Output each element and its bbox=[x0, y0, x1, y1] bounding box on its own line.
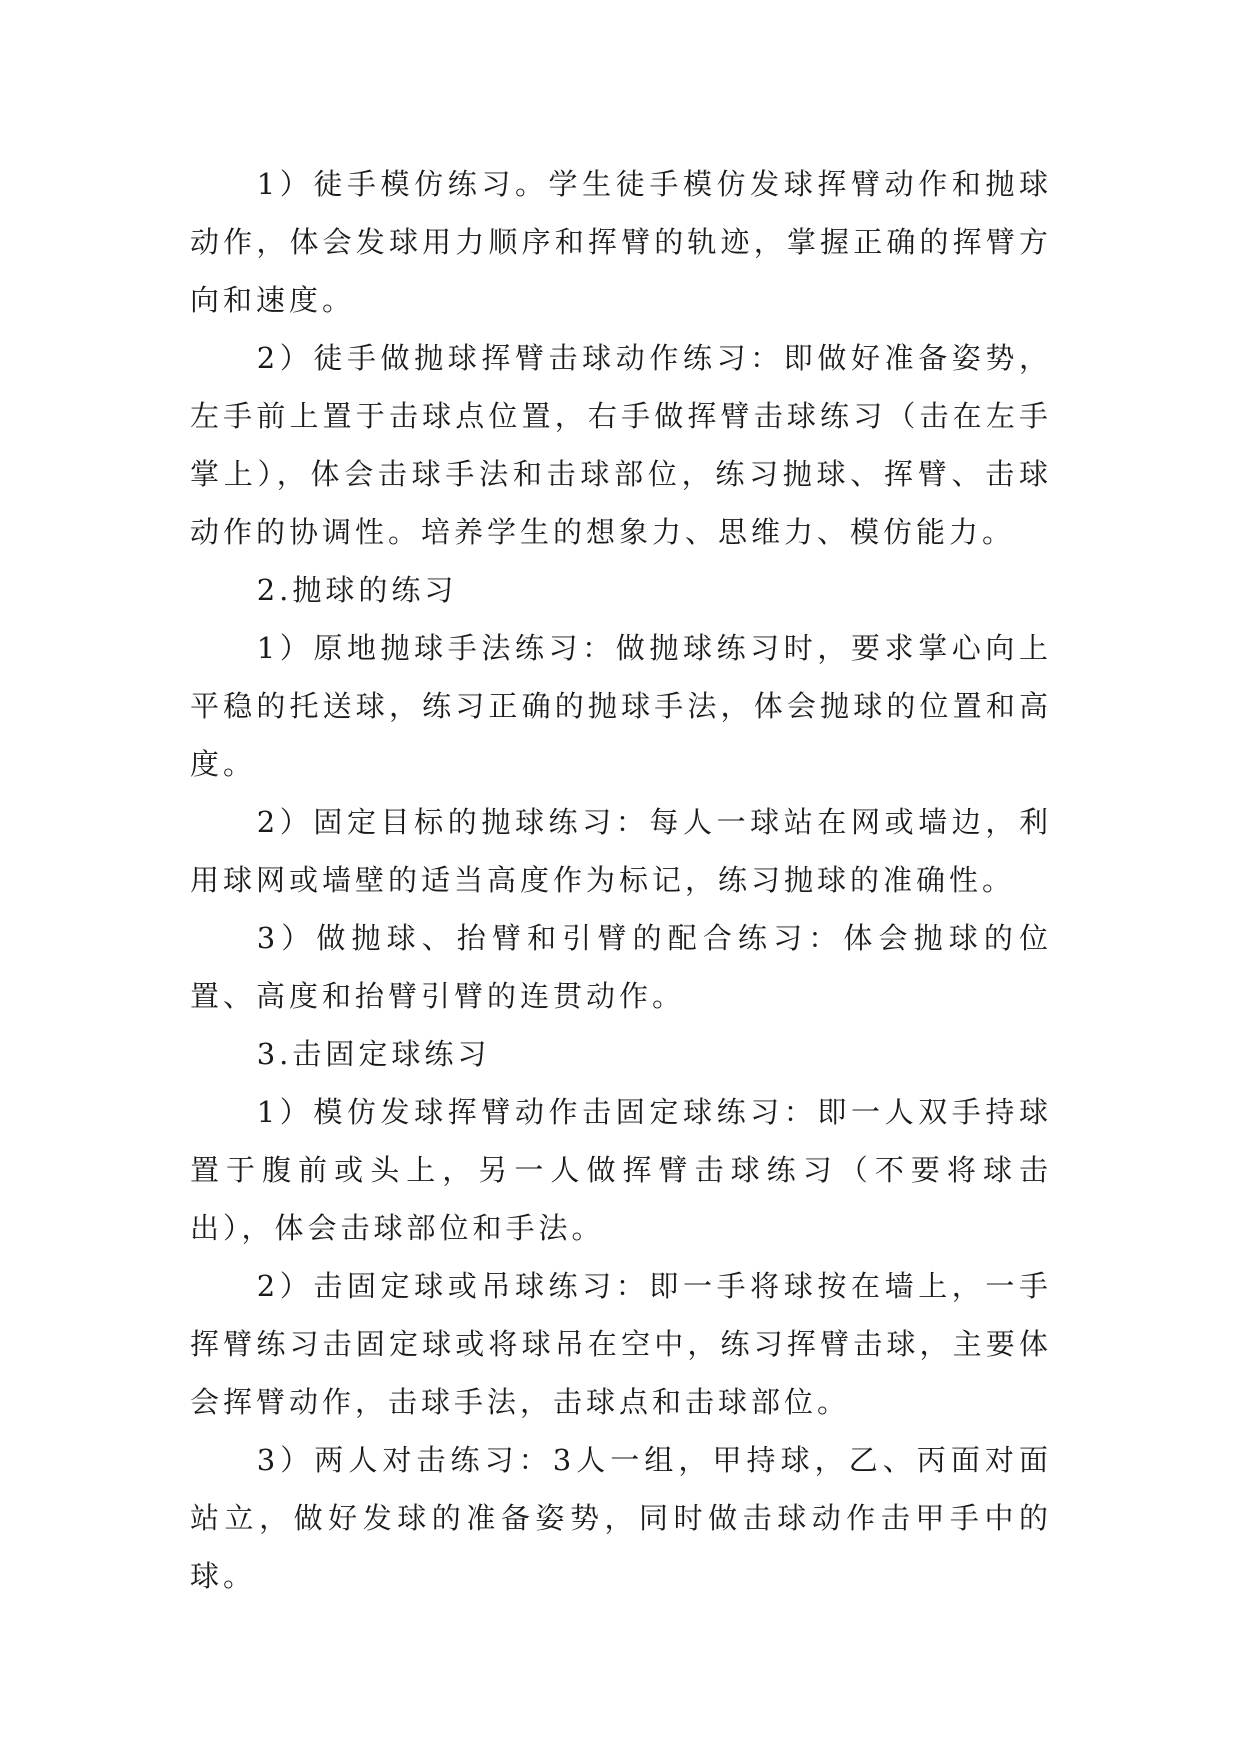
paragraph-2-2-fixed-target-toss: 2）固定目标的抛球练习：每人一球站在网或墙边，利用球网或墙壁的适当高度作为标记，练习抛球的准确性。 bbox=[190, 805, 1052, 897]
paragraph-3-2-fixed-or-hanging-ball: 2）击固定球或吊球练习：即一手将球按在墙上，一手挥臂练习击固定球或将球吊在空中，练习挥臂击球，主要体会挥臂动作，击球手法，击球点和击球部位。 bbox=[190, 1269, 1052, 1419]
paragraph-1-2-freehand-toss-swing: 2）徒手做抛球挥臂击球动作练习：即做好准备姿势，左手前上置于击球点位置，右手做挥臂击球练习（击在左手掌上），体会击球手法和击球部位，练习抛球、挥臂、击球动作的协调性。培养学生的想象力、思维力、模仿能力。 bbox=[190, 341, 1052, 549]
section-heading-2-toss-practice: 2.抛球的练习 bbox=[256, 573, 458, 607]
paragraph-1-1-freehand-imitation: 1）徒手模仿练习。学生徒手模仿发球挥臂动作和抛球动作，体会发球用力顺序和挥臂的轨迹，掌握正确的挥臂方向和速度。 bbox=[190, 167, 1052, 317]
paragraph-3-3-pair-hitting: 3）两人对击练习：3人一组，甲持球，乙、丙面对面站立，做好发球的准备姿势，同时做击球动作击甲手中的球。 bbox=[190, 1443, 1052, 1593]
paragraph-2-1-stationary-toss: 1）原地抛球手法练习：做抛球练习时，要求掌心向上平稳的托送球，练习正确的抛球手法，体会抛球的位置和高度。 bbox=[190, 631, 1052, 781]
document-body bbox=[190, 155, 1052, 1605]
section-heading-3-fixed-ball: 3.击固定球练习 bbox=[256, 1037, 491, 1071]
paragraph-3-1-imitate-serve-fixed-ball: 1）模仿发球挥臂动作击固定球练习：即一人双手持球置于腹前或头上，另一人做挥臂击球练习（不要将球击出），体会击球部位和手法。 bbox=[190, 1095, 1052, 1245]
paragraph-2-3-toss-arm-coordination: 3）做抛球、抬臂和引臂的配合练习：体会抛球的位置、高度和抬臂引臂的连贯动作。 bbox=[190, 921, 1052, 1013]
